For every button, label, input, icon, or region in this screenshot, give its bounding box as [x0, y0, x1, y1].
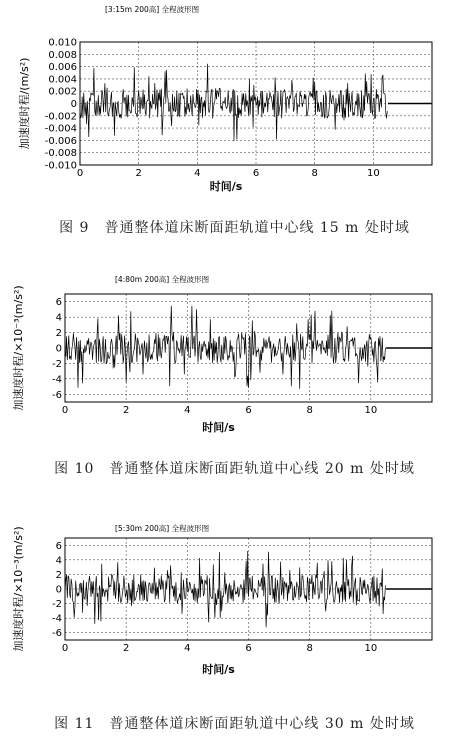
chart-3-header: [5:30m 200高] 全程波形图 — [115, 524, 210, 533]
x-tick-label: 8 — [306, 405, 313, 416]
caption-figure-11: 图 11 普通整体道床断面距轨道中心线 30 m 处时域 — [54, 716, 415, 732]
x-tick-label: 2 — [122, 643, 130, 654]
chart-2-header: [4:80m 200高] 全程波形图 — [115, 275, 210, 284]
y-tick-label: -4 — [52, 374, 62, 386]
x-tick-label: 2 — [135, 168, 142, 179]
y-tick-label: 0 — [70, 99, 77, 110]
chart-1-x-axis-label: 时间/s — [209, 180, 243, 193]
chart-3-x-axis-label: 时间/s — [202, 663, 235, 676]
x-tick-label: 4 — [194, 168, 201, 179]
x-tick-label: 0 — [61, 405, 69, 416]
y-tick-label: 4 — [55, 312, 62, 324]
x-tick-label: 8 — [311, 168, 318, 179]
y-tick-label: 6 — [55, 297, 62, 309]
y-tick-label: 0.008 — [48, 49, 77, 61]
x-tick-label: 6 — [245, 405, 252, 416]
y-tick-label: -0.008 — [44, 148, 77, 160]
x-tick-label: 0 — [76, 168, 84, 179]
chart-3-y-axis-label: 加速度时程/×10⁻³(m/s²) — [12, 526, 25, 652]
y-tick-label: 0.002 — [48, 86, 77, 98]
x-tick-label: 6 — [245, 643, 252, 654]
chart-2-waveform — [65, 306, 385, 389]
y-tick-label: -6 — [52, 628, 62, 640]
y-tick-label: -2 — [52, 358, 62, 370]
y-tick-label: -2 — [52, 599, 62, 611]
y-tick-label: 4 — [55, 555, 62, 567]
chart-2-y-axis-label: 加速度时程/×10⁻³(m/s²) — [12, 285, 25, 411]
chart-1-y-axis-label: 加速度时程/(m/s²) — [18, 57, 31, 150]
chart-3-ticks — [52, 541, 377, 654]
chart-3 — [0, 518, 469, 698]
y-tick-label: 0.010 — [48, 37, 77, 49]
y-tick-label: 0.004 — [48, 74, 77, 86]
y-tick-label: 2 — [55, 569, 62, 581]
x-tick-label: 0 — [61, 643, 69, 654]
x-tick-label: 10 — [364, 643, 378, 654]
x-tick-label: 4 — [184, 405, 191, 416]
y-tick-label: -0.002 — [44, 111, 77, 123]
caption-figure-10: 图 10 普通整体道床断面距轨道中心线 20 m 处时域 — [54, 461, 415, 477]
x-tick-label: 4 — [184, 643, 191, 654]
y-tick-label: 0 — [55, 343, 62, 355]
y-tick-label: 0 — [55, 584, 62, 596]
x-tick-label: 10 — [366, 168, 380, 179]
chart-1-waveform — [80, 64, 387, 141]
x-tick-label: 2 — [122, 405, 130, 416]
chart-1-header: [3:15m 200高] 全程波形图 — [105, 5, 200, 14]
y-tick-label: -6 — [52, 389, 62, 401]
y-tick-label: -0.010 — [44, 160, 77, 172]
y-tick-label: 2 — [55, 328, 62, 340]
chart-1 — [0, 0, 469, 205]
y-tick-label: -0.006 — [44, 135, 77, 147]
chart-2-x-axis-label: 时间/s — [202, 421, 235, 434]
y-tick-label: -0.004 — [44, 123, 77, 135]
y-tick-label: 0.006 — [48, 62, 77, 74]
y-tick-label: 6 — [55, 540, 62, 552]
chart-2 — [0, 268, 469, 448]
y-tick-label: -4 — [52, 613, 62, 625]
x-tick-label: 10 — [364, 405, 378, 416]
caption-figure-9: 图 9 普通整体道床断面距轨道中心线 15 m 处时域 — [59, 220, 410, 236]
x-tick-label: 6 — [252, 168, 260, 179]
x-tick-label: 8 — [306, 643, 313, 654]
